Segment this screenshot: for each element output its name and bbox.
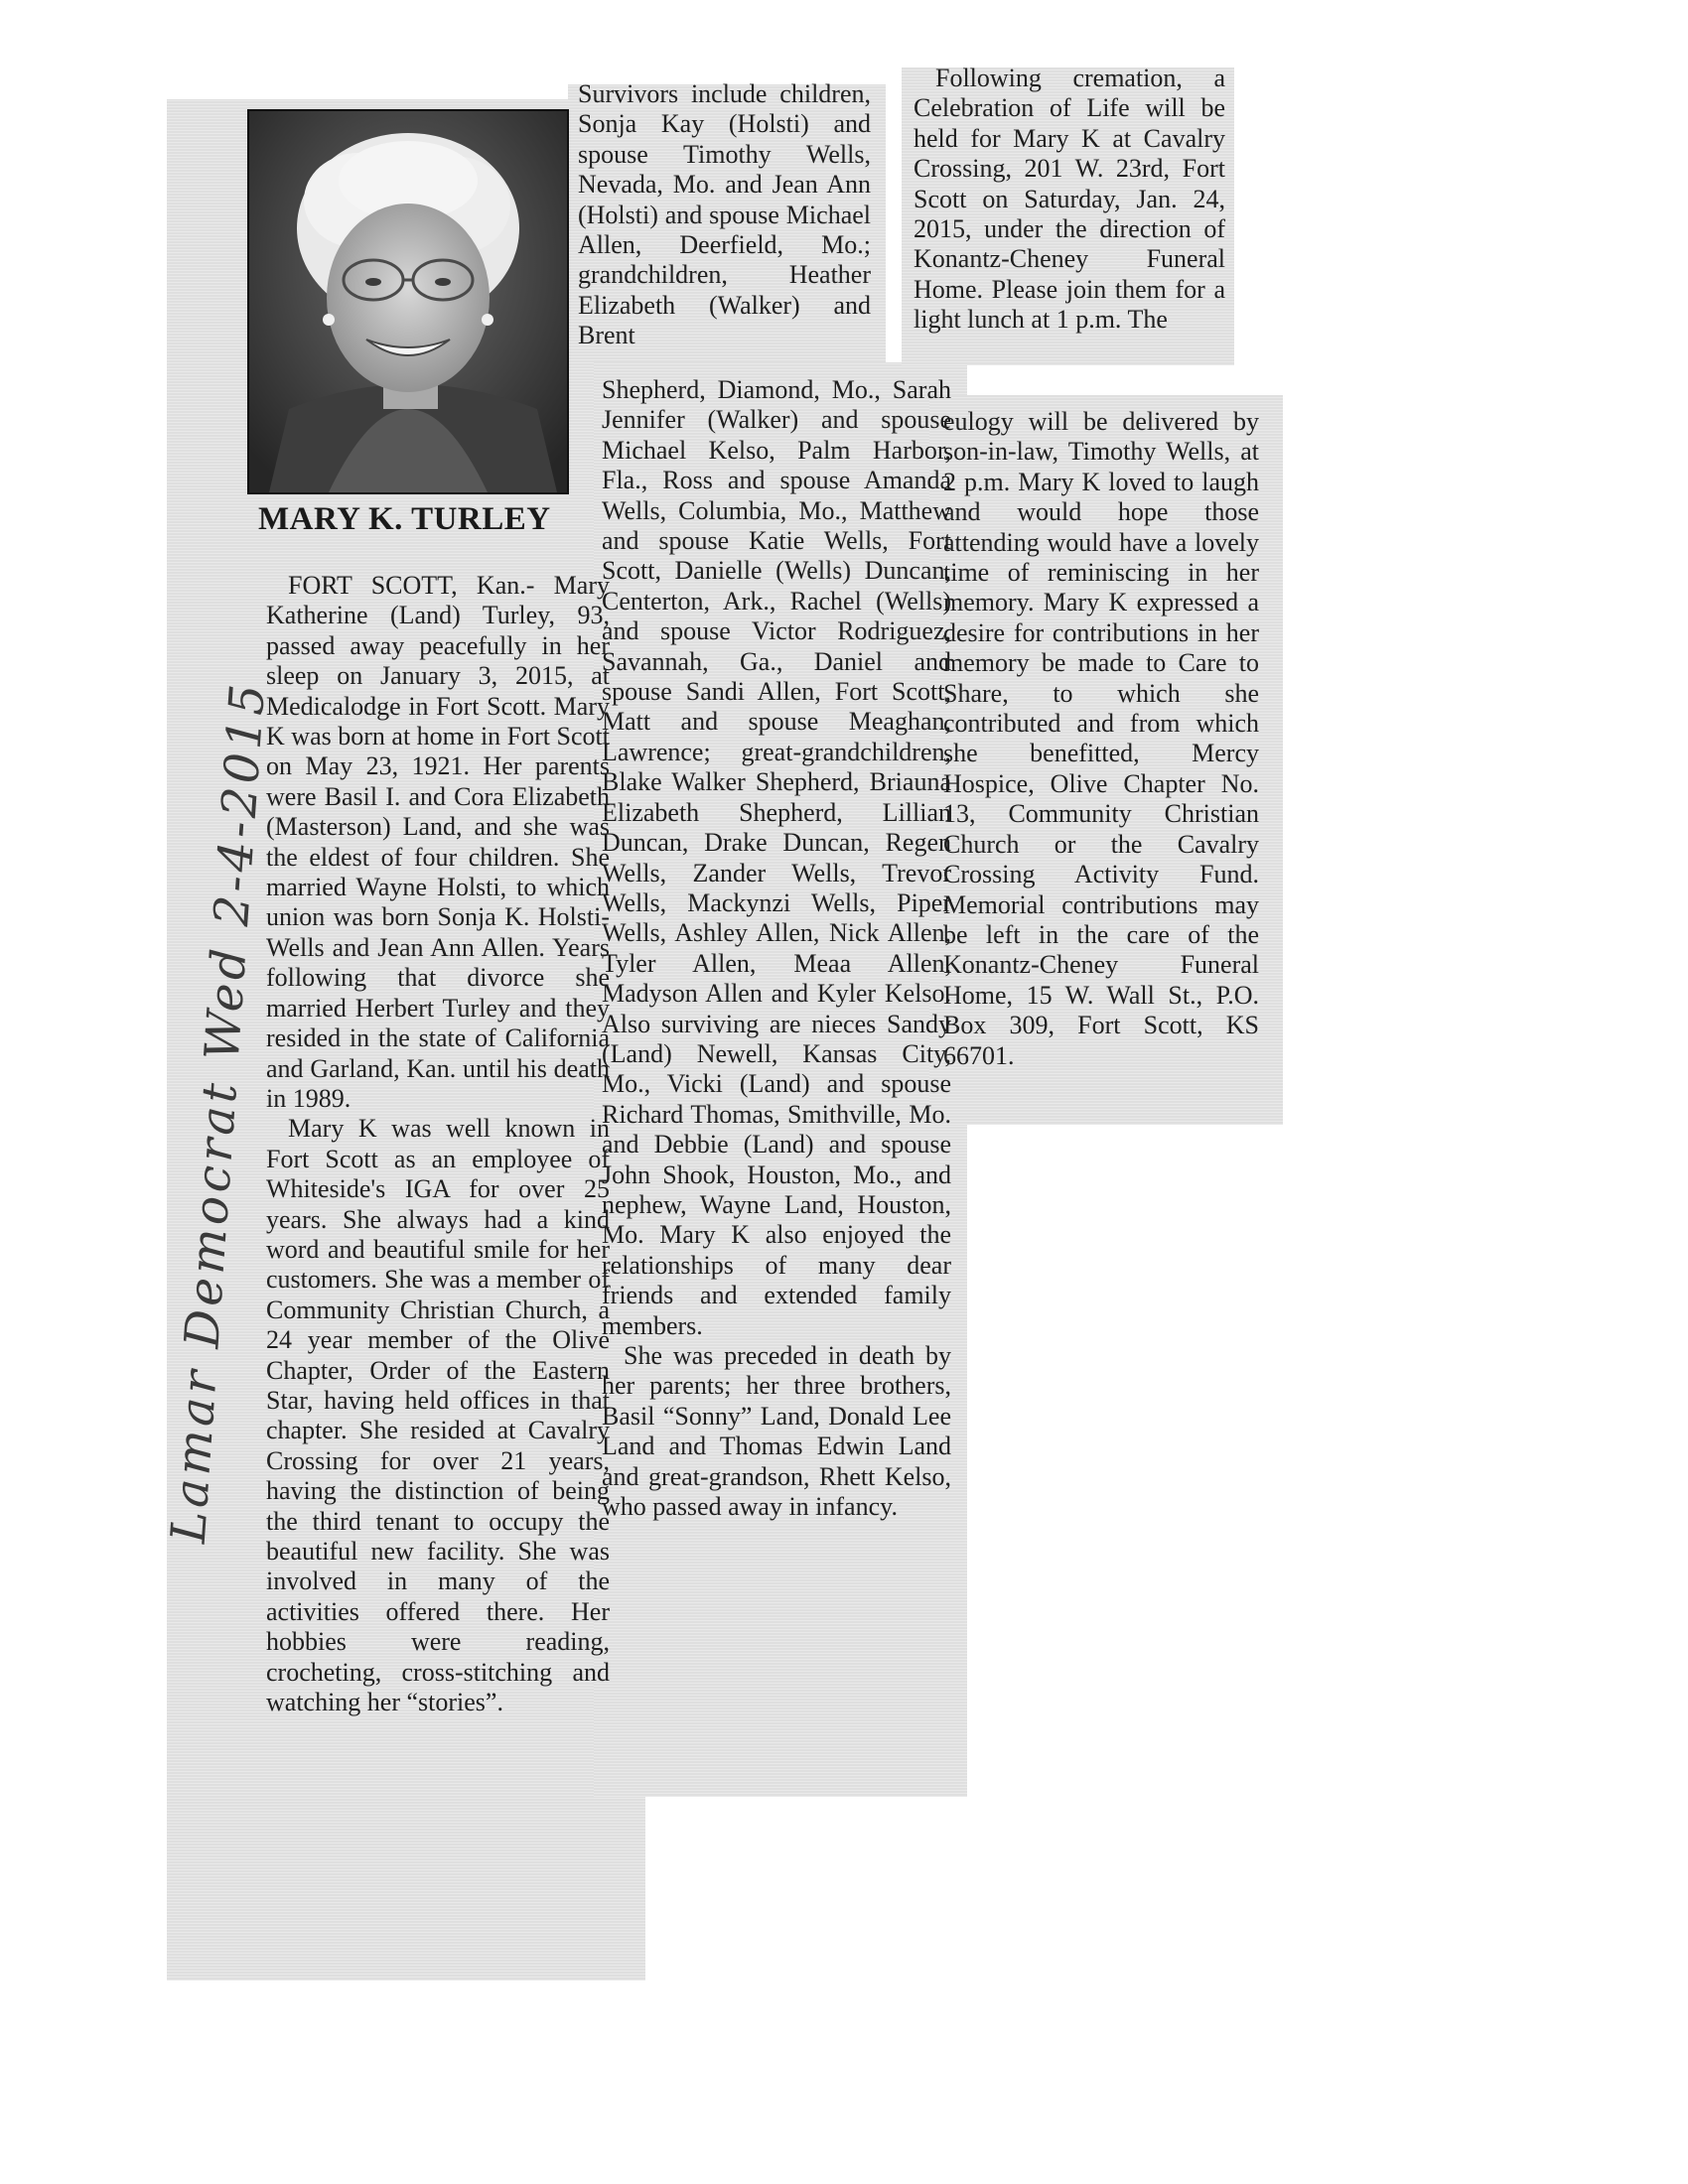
paragraph: FORT SCOTT, Kan.- Mary Katherine (Land) Turley, 93, passed away peacefully in her sleep on January 3, 2015, at Medicalodge in Fort Scott. Mary K was born at home in Fort Scott on May 23, 1921. Her parents were Basil I. and Cora Elizabeth (Masterson) Land, and she was the eldest of four children. She married Wayne Holsti, to which union was born Sonja K. Holsti-Wells and Jean Ann Allen. Years following that divorce she married Herbert Turley and they resided in the state of California and Garland, Kan. until his death in 1989.: [266, 571, 610, 1113]
column-3a-text: [914, 64, 1225, 336]
column-2a-text: [578, 79, 871, 351]
column-2b-text: [602, 375, 951, 1522]
paragraph: Mary K was well known in Fort Scott as an employee of Whiteside's IGA for over 25 years. She always had a kind word and beautiful smile for her customers. She was a member of Community Christian Church, a 24 year member of the Olive Chapter, Order of the Eastern Star, having held offices in that chapter. She resided at Cavalry Crossing for over 21 years, having the distinction of being the third tenant to occupy the beautiful new facility. She was involved in many of the activities offered there. Her hobbies were reading, crocheting, cross-stitching and watching her “stories”.: [266, 1114, 610, 1717]
paragraph: Shepherd, Diamond, Mo., Sarah Jennifer (Walker) and spouse Michael Kelso, Palm Harbor, Fla., Ross and spouse Amanda Wells, Columbia, Mo., Matthew and spouse Katie Wells, Fort Scott, Danielle (Wells) Duncan, Centerton, Ark., Rachel (Wells) and spouse Victor Rodriguez, Savannah, Ga., Daniel and spouse Sandi Allen, Fort Scott, Matt and spouse Meaghan, Lawrence; great-grandchildren, Blake Walker Shepherd, Briauna Elizabeth Shepherd, Lillian Duncan, Drake Duncan, Regen Wells, Zander Wells, Trevor Wells, Mackynzi Wells, Piper Wells, Ashley Allen, Nick Allen, Tyler Allen, Meaa Allen, Madyson Allen and Kyler Kelso. Also surviving are nieces Sandy (Land) Newell, Kansas City, Mo., Vicki (Land) and spouse Richard Thomas, Smithville, Mo. and Debbie (Land) and spouse John Shook, Houston, Mo., and nephew, Wayne Land, Houston, Mo. Mary K also enjoyed the relationships of many dear friends and extended family members.: [602, 375, 951, 1340]
paragraph: Following cremation, a Celebration of Life will be held for Mary K at Cavalry Crossing, 201 W. 23rd, Fort Scott on Saturday, Jan. 24, 2015, under the direction of Konantz-Cheney Funeral Home. Please join them for a light lunch at 1 p.m. The: [914, 64, 1225, 335]
paragraph: Survivors include children, Sonja Kay (Holsti) and spouse Timothy Wells, Nevada, Mo. and Jean Ann (Holsti) and spouse Michael Allen, Deerfield, Mo.; grandchildren, Heather Elizabeth (Walker) and Brent: [578, 79, 871, 350]
column-3b-text: [943, 407, 1259, 1071]
paragraph: She was preceded in death by her parents; her three brothers, Basil “Sonny” Land, Donald Lee Land and Thomas Edwin Land and great-grandson, Rhett Kelso, who passed away in infancy.: [602, 1341, 951, 1522]
portrait-photo: [247, 109, 569, 494]
portrait-image: [249, 111, 567, 492]
paragraph: eulogy will be delivered by son-in-law, Timothy Wells, at 2 p.m. Mary K loved to laugh and would hope those attending would have a lovely time of reminiscing in her memory. Mary K expressed a desire for contributions in her memory be made to Care to Share, to which she contributed and from which she benefitted, Mercy Hospice, Olive Chapter No. 13, Community Christian Church or the Cavalry Crossing Activity Fund. Memorial contributions may be left in the care of the Konantz-Cheney Funeral Home, 15 W. Wall St., P.O. Box 309, Fort Scott, KS 66701.: [943, 407, 1259, 1070]
column-1-text: [266, 571, 610, 1717]
obituary-headline: MARY K. TURLEY: [258, 501, 551, 537]
handwritten-date-note: Lamar Democrat Wed 2-4-2015: [160, 678, 277, 1546]
